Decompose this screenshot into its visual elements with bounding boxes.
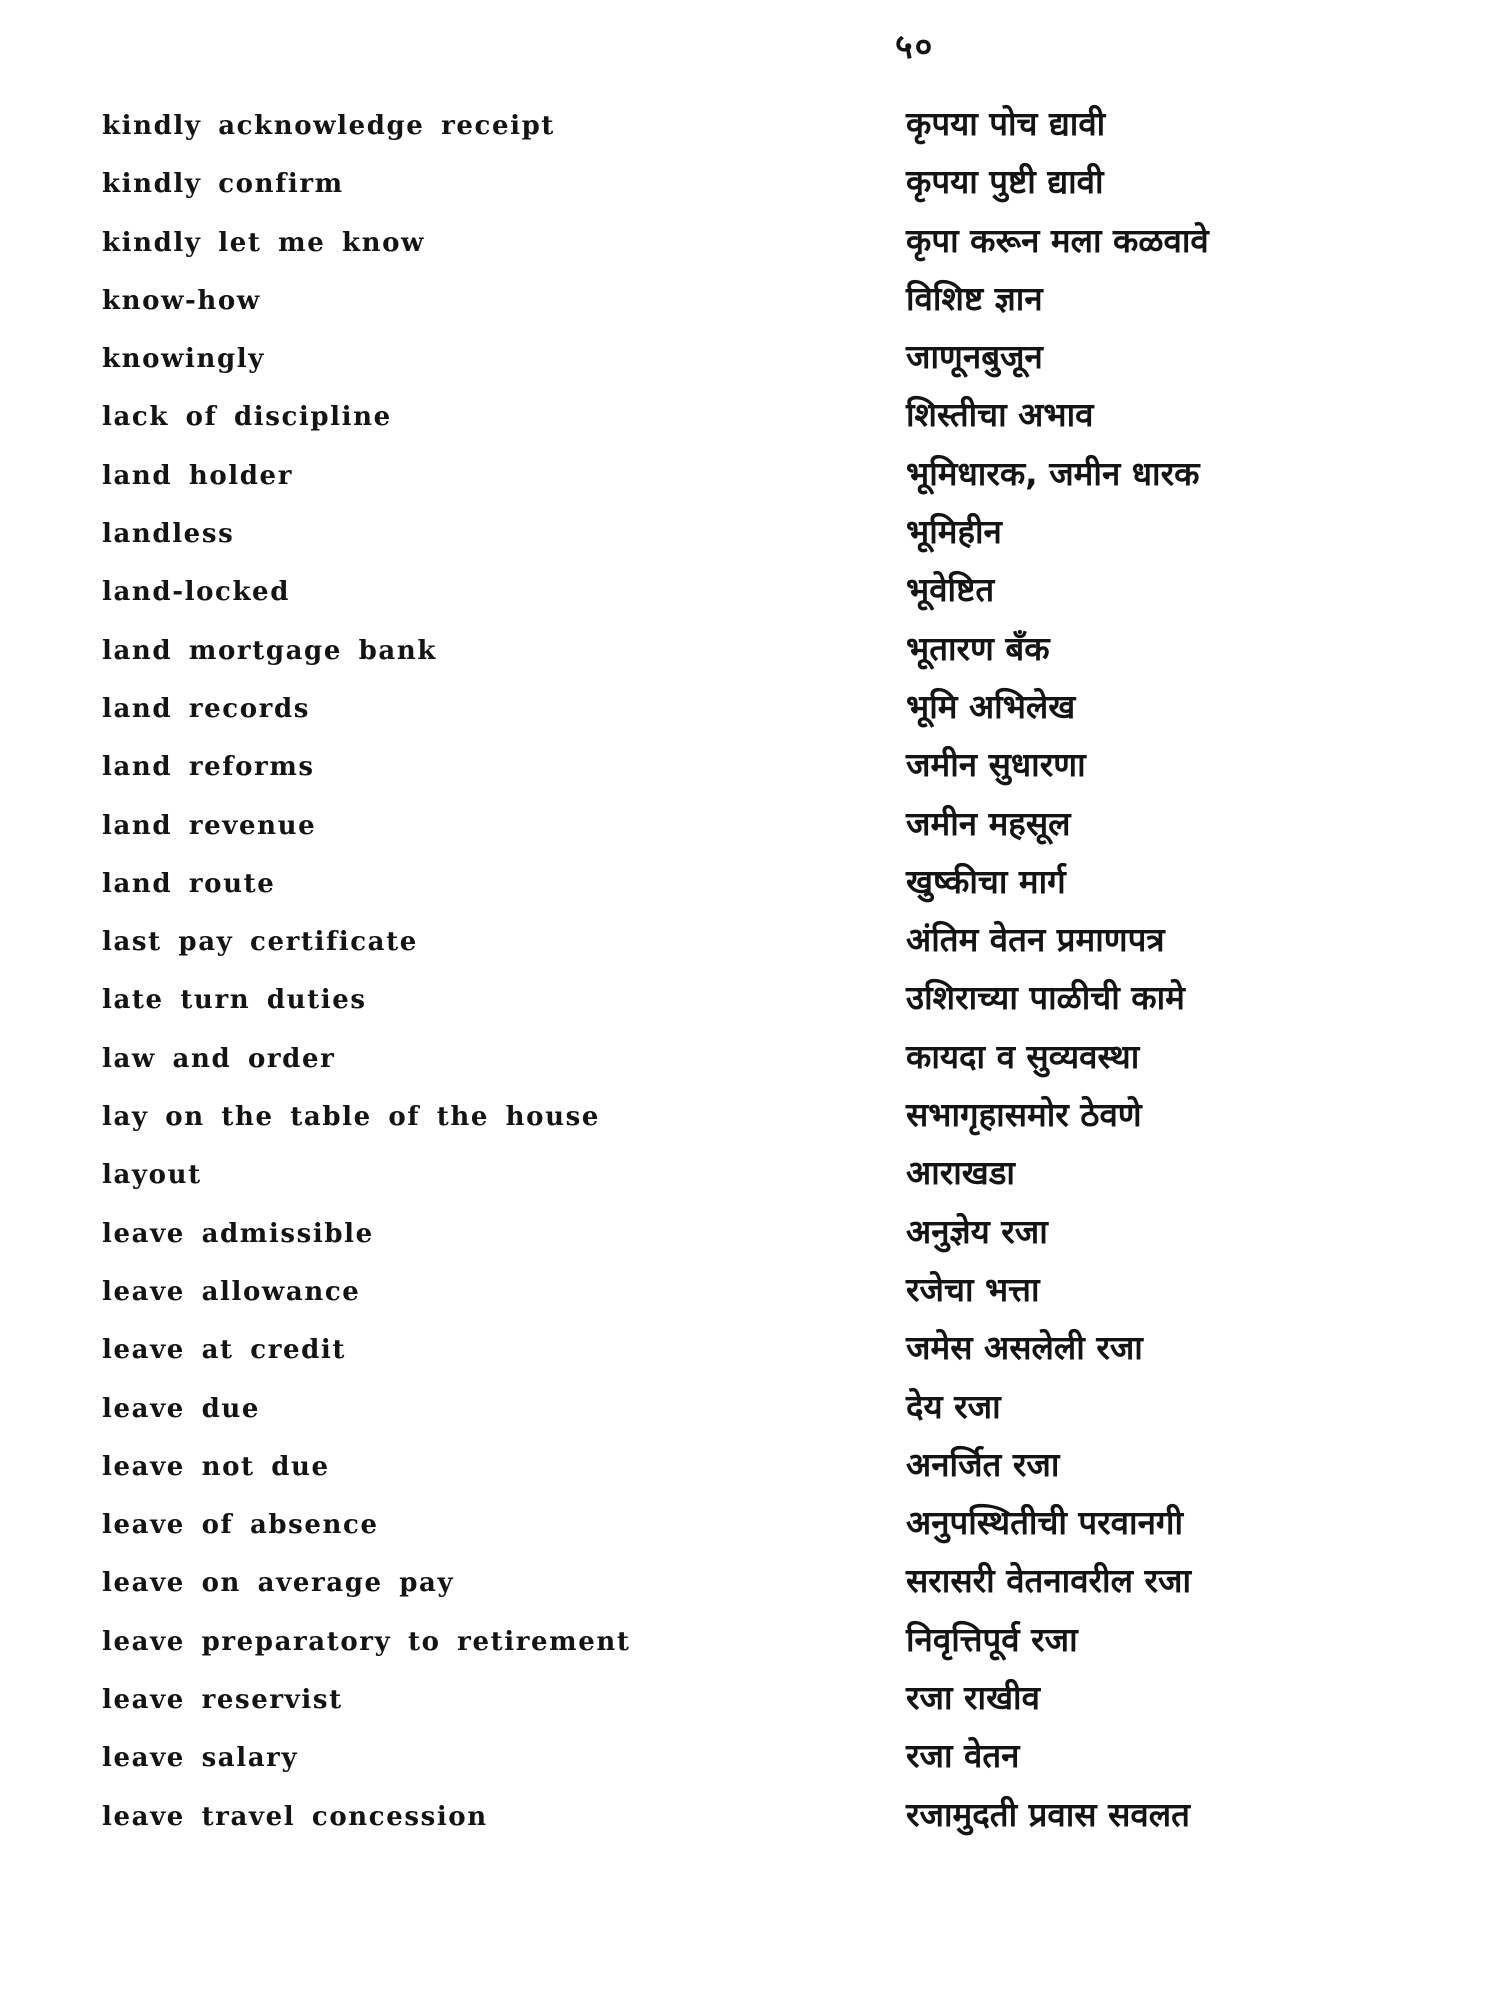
marathi-translation: सरासरी वेतनावरील रजा — [906, 1561, 1191, 1601]
glossary-entry — [0, 1211, 1500, 1274]
marathi-translation: आराखडा — [906, 1153, 1015, 1193]
marathi-translation: विशिष्ट ज्ञान — [906, 278, 1043, 318]
glossary-entry — [0, 803, 1500, 866]
page-number: ५० — [895, 27, 935, 67]
glossary-entry — [0, 1269, 1500, 1332]
marathi-translation: कृपा करून मला कळवावे — [906, 220, 1209, 260]
marathi-translation: भूमिहीन — [906, 512, 1002, 552]
marathi-translation: जाणूनबुजून — [906, 337, 1043, 377]
english-term: lay on the table of the house — [102, 1102, 601, 1133]
marathi-translation: रजा राखीव — [906, 1678, 1040, 1718]
english-term: leave allowance — [102, 1276, 361, 1307]
marathi-translation: भूमि अभिलेख — [906, 686, 1076, 726]
english-term: land holder — [102, 460, 294, 491]
marathi-translation: अनर्जित रजा — [906, 1444, 1060, 1484]
glossary-entry — [0, 745, 1500, 807]
glossary-entry — [0, 337, 1500, 399]
glossary-entry — [0, 861, 1500, 924]
glossary-entry — [0, 1678, 1500, 1740]
english-term: know-how — [102, 285, 261, 316]
glossary-entry — [0, 104, 1500, 166]
english-term: land route — [102, 868, 276, 899]
english-term: lack of discipline — [102, 402, 392, 433]
glossary-entry — [0, 1036, 1500, 1099]
glossary-entry — [0, 1561, 1500, 1623]
glossary-entry — [0, 1328, 1500, 1390]
english-term: leave preparatory to retirement — [102, 1626, 631, 1657]
glossary-entry — [0, 570, 1500, 632]
english-term: knowingly — [102, 344, 265, 375]
marathi-translation: निवृत्तिपूर्व रजा — [906, 1619, 1078, 1659]
marathi-translation: अंतिम वेतन प्रमाणपत्र — [906, 920, 1165, 960]
glossary-list — [0, 104, 1500, 1857]
marathi-translation: सभागृहासमोर ठेवणे — [906, 1095, 1142, 1135]
glossary-entry — [0, 453, 1500, 516]
marathi-translation: अनुपस्थितीची परवानगी — [906, 1503, 1184, 1543]
marathi-translation: जमीन सुधारणा — [906, 745, 1086, 785]
marathi-translation: अनुज्ञेय रजा — [906, 1211, 1048, 1251]
glossary-entry — [0, 978, 1500, 1040]
english-term: land revenue — [102, 810, 317, 841]
english-term: leave not due — [102, 1451, 330, 1482]
glossary-entry — [0, 1794, 1500, 1857]
marathi-translation: शिस्तीचा अभाव — [906, 395, 1094, 435]
marathi-translation: जमीन महसूल — [906, 803, 1071, 843]
english-term: leave at credit — [102, 1335, 347, 1366]
english-term: leave salary — [102, 1743, 299, 1774]
marathi-translation: रजामुदती प्रवास सवलत — [906, 1794, 1190, 1834]
english-term: leave of absence — [102, 1510, 379, 1541]
glossary-entry — [0, 1736, 1500, 1798]
english-term: kindly confirm — [102, 169, 344, 200]
glossary-entry — [0, 278, 1500, 341]
english-term: last pay certificate — [102, 927, 418, 958]
english-term: kindly let me know — [102, 227, 426, 258]
marathi-translation: उशिराच्या पाळीची कामे — [906, 978, 1185, 1018]
glossary-entry — [0, 1095, 1500, 1157]
english-term: land records — [102, 693, 310, 724]
english-term: land-locked — [102, 577, 290, 608]
marathi-translation: कृपया पुष्टी द्यावी — [906, 162, 1104, 202]
english-term: leave admissible — [102, 1218, 374, 1249]
glossary-entry — [0, 628, 1500, 691]
glossary-entry — [0, 1444, 1500, 1507]
glossary-entry — [0, 920, 1500, 982]
english-term: land mortgage bank — [102, 635, 437, 666]
english-term: leave on average pay — [102, 1568, 455, 1599]
glossary-entry — [0, 1503, 1500, 1565]
glossary-entry — [0, 512, 1500, 574]
glossary-entry — [0, 686, 1500, 749]
marathi-translation: खुष्कीचा मार्ग — [906, 861, 1066, 901]
glossary-entry — [0, 1619, 1500, 1682]
english-term: leave reservist — [102, 1685, 343, 1716]
marathi-translation: देय रजा — [906, 1386, 1001, 1426]
glossary-entry — [0, 1153, 1500, 1215]
marathi-translation: कृपया पोच द्यावी — [906, 104, 1106, 143]
marathi-translation: जमेस असलेली रजा — [906, 1328, 1143, 1368]
english-term: leave due — [102, 1393, 260, 1424]
glossary-entry — [0, 220, 1500, 283]
english-term: leave travel concession — [102, 1801, 488, 1832]
english-term: late turn duties — [102, 985, 367, 1016]
marathi-translation: भूतारण बँक — [906, 628, 1050, 668]
glossary-entry — [0, 395, 1500, 457]
english-term: land reforms — [102, 752, 315, 783]
marathi-translation: भूमिधारक, जमीन धारक — [906, 453, 1200, 493]
marathi-translation: रजा वेतन — [906, 1736, 1020, 1776]
english-term: kindly acknowledge receipt — [102, 111, 555, 141]
english-term: law and order — [102, 1043, 336, 1074]
glossary-entry — [0, 1386, 1500, 1449]
marathi-translation: कायदा व सुव्यवस्था — [906, 1036, 1140, 1076]
marathi-translation: भूवेष्टित — [906, 570, 995, 610]
english-term: landless — [102, 519, 235, 550]
english-term: layout — [102, 1160, 202, 1191]
marathi-translation: रजेचा भत्ता — [906, 1269, 1040, 1309]
glossary-entry — [0, 162, 1500, 224]
